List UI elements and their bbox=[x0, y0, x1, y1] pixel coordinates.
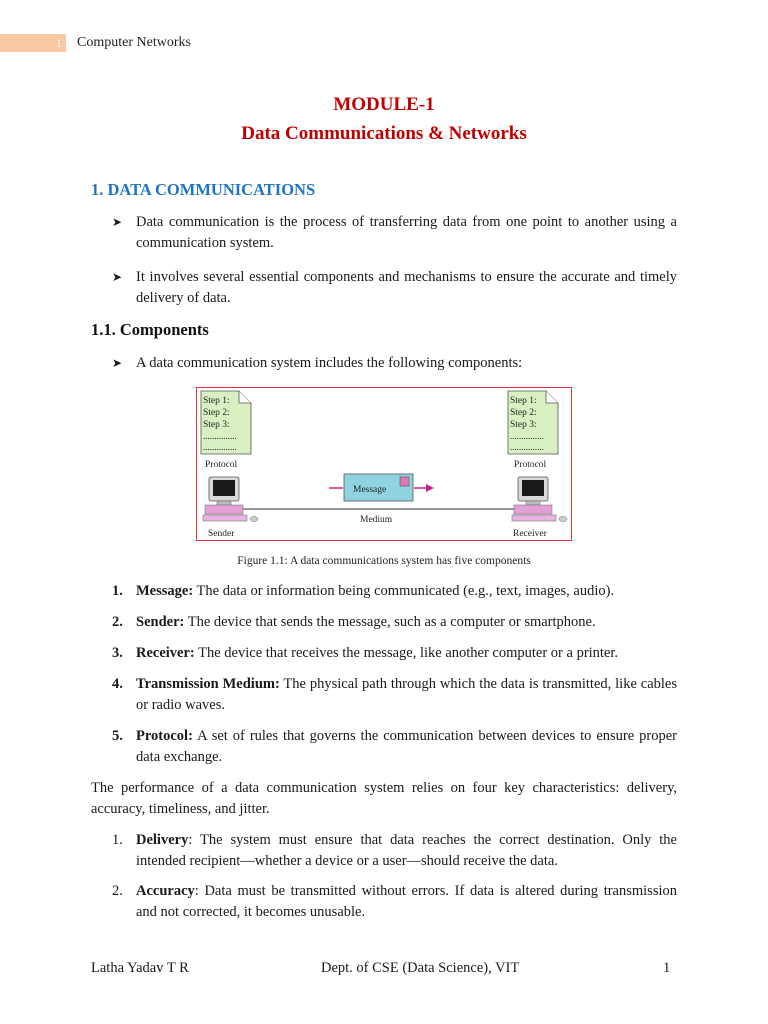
section-heading: 1. DATA COMMUNICATIONS bbox=[91, 180, 316, 199]
figure-diagram bbox=[197, 388, 571, 540]
message-box bbox=[329, 474, 434, 501]
footer-page-number: 1 bbox=[663, 960, 671, 976]
protocol-dots: ............... bbox=[203, 442, 237, 452]
bullet-arrow-icon: ➤ bbox=[112, 356, 123, 370]
list-number: 3. bbox=[112, 645, 123, 661]
protocol-label-left: Protocol bbox=[205, 460, 238, 470]
list-number: 1. bbox=[112, 583, 123, 599]
protocol-dots: ............... bbox=[510, 431, 544, 441]
protocol-step2: Step 2: bbox=[203, 408, 230, 418]
bullet-text: A data communication system includes the following components: bbox=[136, 355, 523, 371]
header-page-number: 1 bbox=[0, 34, 66, 52]
protocol-step3: Step 3: bbox=[203, 420, 230, 430]
sender-computer-icon bbox=[203, 477, 258, 522]
footer-author: Latha Yadav T R bbox=[91, 960, 189, 976]
header-running-title: Computer Networks bbox=[77, 35, 191, 50]
figure-caption: Figure 1.1: A data communications system has five components bbox=[237, 555, 531, 567]
list-item: Delivery: The system must ensure that data reaches the correct destination. Only the intended recipient—whether a device or a user—should receive the data. bbox=[136, 832, 677, 869]
protocol-step3: Step 3: bbox=[510, 420, 537, 430]
receiver-computer-icon bbox=[512, 477, 567, 522]
message-label: Message bbox=[353, 485, 387, 495]
sender-label: Sender bbox=[208, 529, 235, 539]
list-number: 1. bbox=[112, 832, 123, 848]
receiver-label: Receiver bbox=[513, 529, 547, 539]
module-title: MODULE-1 bbox=[333, 94, 435, 115]
module-subtitle: Data Communications & Networks bbox=[241, 123, 527, 144]
list-item: Sender: The device that sends the message, such as a computer or smartphone. bbox=[136, 614, 596, 630]
bullet-text: Data communication is the process of transferring data from one point to another using a communication system. bbox=[136, 214, 677, 251]
list-item: Protocol: A set of rules that governs the communication between devices to ensure proper data exchange. bbox=[136, 728, 677, 765]
protocol-dots: ............... bbox=[510, 442, 544, 452]
footer-department: Dept. of CSE (Data Science), VIT bbox=[321, 960, 520, 976]
subsection-heading: 1.1. Components bbox=[91, 320, 209, 339]
list-item: Accuracy: Data must be transmitted without errors. If data is altered during transmission and not corrected, it becomes unusable. bbox=[136, 883, 677, 920]
protocol-label-right: Protocol bbox=[514, 460, 547, 470]
protocol-dots: ............... bbox=[203, 431, 237, 441]
list-number: 4. bbox=[112, 676, 123, 692]
bullet-arrow-icon: ➤ bbox=[112, 215, 123, 229]
performance-paragraph: The performance of a data communication system relies on four key characteristics: delivery, accuracy, timeliness, and jitter. bbox=[91, 780, 677, 817]
figure-data-communication-system bbox=[196, 387, 572, 541]
bullet-text: It involves several essential components and mechanisms to ensure the accurate and timely delivery of data. bbox=[136, 269, 677, 306]
list-item: Transmission Medium: The physical path through which the data is transmitted, like cables or radio waves. bbox=[136, 676, 677, 713]
protocol-note-left bbox=[201, 391, 251, 454]
medium-label: Medium bbox=[360, 515, 393, 525]
list-number: 5. bbox=[112, 728, 123, 744]
protocol-step2: Step 2: bbox=[510, 408, 537, 418]
protocol-note-right bbox=[508, 391, 558, 454]
protocol-step1: Step 1: bbox=[510, 396, 537, 406]
list-number: 2. bbox=[112, 883, 123, 899]
bullet-arrow-icon: ➤ bbox=[112, 270, 123, 284]
arrow-right-icon bbox=[426, 484, 434, 492]
list-item: Message: The data or information being communicated (e.g., text, images, audio). bbox=[136, 583, 615, 599]
protocol-step1: Step 1: bbox=[203, 396, 230, 406]
list-number: 2. bbox=[112, 614, 123, 630]
list-item: Receiver: The device that receives the message, like another computer or a printer. bbox=[136, 645, 619, 661]
